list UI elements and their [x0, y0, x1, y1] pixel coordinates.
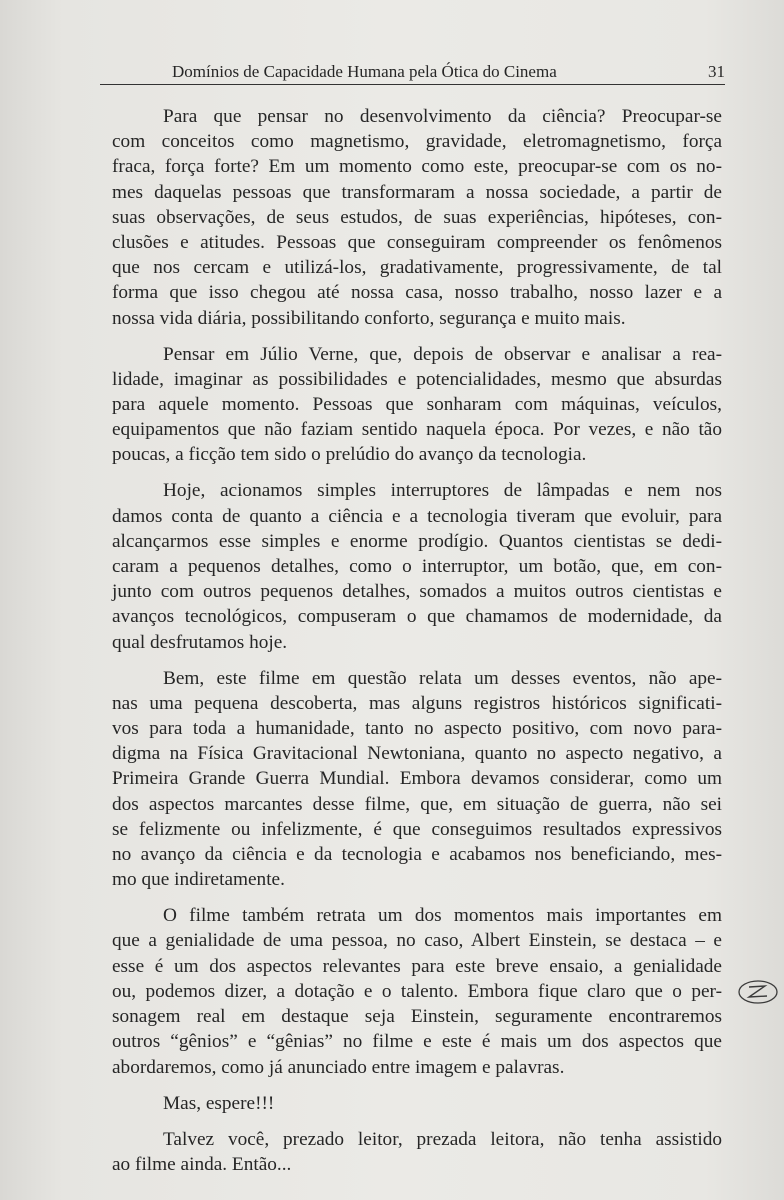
text-line: damos conta de quanto a ciência e a tecnologia tiveram que evoluir, para — [112, 505, 722, 527]
text-line: se felizmente ou infelizmente, é que conseguimos resultados expressivos — [112, 818, 722, 840]
text-line: Mas, espere!!! — [163, 1092, 275, 1114]
paragraph — [112, 1127, 722, 1177]
body-text — [112, 104, 722, 1188]
text-line: com conceitos como magnetismo, gravidade, eletromagnetismo, força — [112, 131, 722, 153]
handwritten-circled-z-mark — [737, 978, 781, 1006]
text-line: Hoje, acionamos simples interruptores de lâmpadas e nem nos — [163, 480, 722, 502]
text-line: Talvez você, prezado leitor, prezada leitora, não tenha assistido — [163, 1128, 722, 1150]
text-line: abordaremos, como já anunciado entre imagem e palavras. — [112, 1056, 565, 1078]
text-line: dos aspectos marcantes desse filme, que, em situação de guerra, não sei — [112, 793, 722, 815]
text-line: Pensar em Júlio Verne, que, depois de observar e analisar a rea- — [163, 343, 722, 365]
text-line: ou, podemos dizer, a dotação e o talento. Embora fique claro que o per- — [112, 980, 722, 1002]
text-line: para aquele momento. Pessoas que sonharam com máquinas, veículos, — [112, 394, 722, 416]
text-line: que a genialidade de uma pessoa, no caso, Albert Einstein, se destaca – e — [112, 930, 722, 952]
text-line: no avanço da ciência e da tecnologia e acabamos nos beneficiando, mes- — [112, 844, 722, 866]
text-line: digma na Física Gravitacional Newtoniana, quanto no aspecto negativo, a — [112, 743, 722, 765]
text-line: alcançarmos esse simples e enorme prodígio. Quantos cientistas se dedi- — [112, 530, 722, 552]
text-line: que nos cercam e utilizá-los, gradativamente, progressivamente, de tal — [112, 257, 722, 279]
text-line: O filme também retrata um dos momentos mais importantes em — [163, 905, 722, 927]
running-header — [100, 60, 725, 85]
text-line: Para que pensar no desenvolvimento da ciência? Preocupar-se — [163, 106, 722, 127]
running-title: Domínios de Capacidade Humana pela Ótica do Cinema — [172, 62, 557, 81]
text-line: clusões e atitudes. Pessoas que conseguiram compreender os fenômenos — [112, 232, 722, 254]
text-line: esse é um dos aspectos relevantes para este breve ensaio, a genialidade — [112, 955, 722, 977]
text-line: outros “gênios” e “gênias” no filme e este é mais um dos aspectos que — [112, 1031, 722, 1053]
text-line: equipamentos que não faziam sentido naquela época. Por vezes, e não tão — [112, 419, 722, 441]
text-line: vos para toda a humanidade, tanto no aspecto positivo, com novo para- — [112, 718, 722, 740]
text-line: qual desfrutamos hoje. — [112, 631, 288, 653]
paragraph — [112, 1091, 722, 1116]
text-line: nossa vida diária, possibilitando conforto, segurança e muito mais. — [112, 307, 626, 329]
text-line: ao filme ainda. Então... — [112, 1153, 292, 1175]
text-line: nas uma pequena descoberta, mas alguns registros históricos significati- — [112, 692, 722, 714]
text-line: Bem, este filme em questão relata um desses eventos, não ape- — [163, 667, 722, 689]
text-line: forma que isso chegou até nossa casa, nosso trabalho, nosso lazer e a — [112, 282, 722, 304]
text-line: fraca, força forte? Em um momento como este, preocupar-se com os no- — [112, 156, 722, 178]
text-line: lidade, imaginar as possibilidades e potencialidades, mesmo que absurdas — [112, 368, 722, 390]
paragraph — [112, 478, 722, 654]
text-line: suas observações, de seus estudos, de suas experiências, hipóteses, con- — [112, 206, 722, 228]
text-line: junto com outros pequenos detalhes, somados a muitos outros cientistas e — [112, 581, 722, 603]
paragraph — [112, 104, 722, 331]
text-line: caram a pequenos detalhes, como o interruptor, um botão, que, em con- — [112, 556, 722, 578]
text-line: mo que indiretamente. — [112, 869, 285, 891]
page-number: 31 — [708, 62, 725, 81]
paragraph — [112, 903, 722, 1079]
text-line: mes daquelas pessoas que transformaram a nossa sociedade, a partir de — [112, 181, 722, 203]
text-line: sonagem real em destaque seja Einstein, seguramente encontraremos — [112, 1006, 722, 1028]
text-line: poucas, a ficção tem sido o prelúdio do avanço da tecnologia. — [112, 444, 587, 466]
paragraph — [112, 342, 722, 468]
paragraph — [112, 666, 722, 893]
text-line: avanços tecnológicos, compuseram o que chamamos de modernidade, da — [112, 606, 722, 628]
text-line: Primeira Grande Guerra Mundial. Embora devamos considerar, como um — [112, 768, 722, 790]
